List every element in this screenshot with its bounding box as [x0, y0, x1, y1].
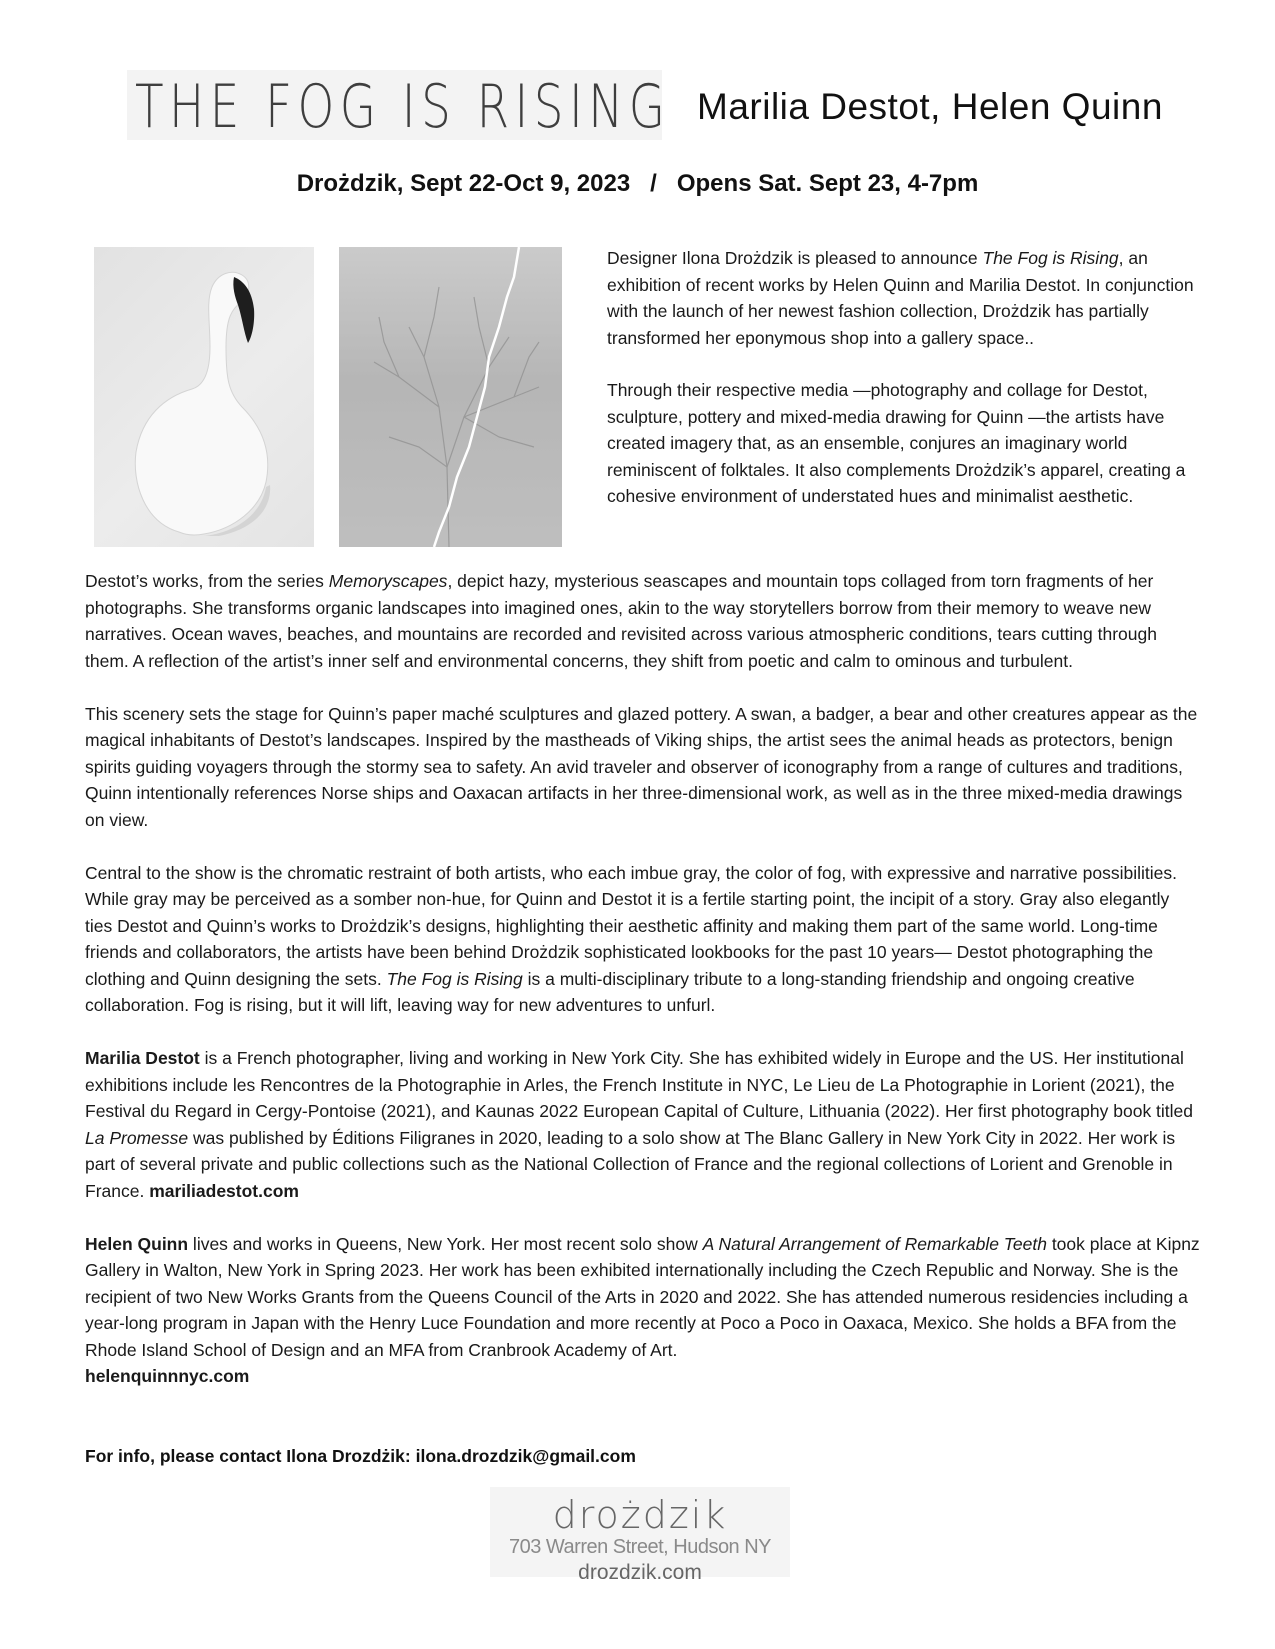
title-banner — [127, 70, 671, 142]
intro-paragraph-1 — [607, 245, 1197, 351]
exhibition-dates: Drożdzik, Sept 22-Oct 9, 2023 / Opens Sat. Sept 23, 4-7pm — [296, 170, 979, 197]
shop-address: 703 Warren Street, Hudson NY — [508, 1536, 772, 1558]
intro-text — [607, 245, 1197, 536]
drozdzik-logo: drożdzik — [552, 1493, 728, 1537]
swan-sculpture-photo — [94, 247, 314, 547]
p7-text-2: took place at Kipnz Gallery in Walton, New York in Spring 2023. Her work has been exhibited internationally including the Czech Republic and Norway. She is the recipient of two New Works Grants from the Queens Council of the Arts in 2020 and 2022. She has attended numerous residencies including a year-long program in Japan with the Henry Luce Foundation and more recently at Poco a Poco in Oaxaca, Mexico. She holds a BFA from the Rhode Island School of Design and an MFA from Cranbrook Academy of Art. — [85, 1233, 1200, 1360]
shop-website-link[interactable]: drozdzik.com — [578, 1561, 702, 1584]
show-title: A Natural Arrangement of Remarkable Teeth — [702, 1233, 1047, 1254]
header — [127, 64, 1163, 144]
quinn-name: Helen Quinn — [85, 1233, 189, 1254]
destot-name: Marilia Destot — [85, 1048, 200, 1068]
p3-text-2: , depict hazy, mysterious seascapes and mountain tops collaged from torn fragments of her photographs. She transforms organic landscapes into imagined ones, akin to the way storytellers borrow from their memory to weave new narratives. Ocean waves, beaches, and mountains are recorded and revisited across various atmospheric conditions, tears cutting through them. A reflection of the artist’s inner self and environmental concerns, they shift from poetic and calm to ominous and turbulent. — [85, 571, 1157, 671]
contact-line[interactable]: For info, please contact Ilona Drozdżik: ilona.drozdzik@gmail.com — [85, 1446, 636, 1466]
artist-names: Marilia Destot, Helen Quinn — [697, 86, 1163, 127]
p6-text: is a French photographer, living and working in New York City. She has exhibited widely in Europe and the US. Her institutional exhibitions include les Rencontres de la Photographie in Arles, the French Institute in NYC, Le Lieu de La Photographie in Lorient (2021), the Festival du Regard in Cergy-Pontoise (2021), and Kaunas 2022 European Capital of Culture, Lithuania (2022). Her first photography book titled — [85, 1048, 1194, 1121]
destot-website-link[interactable]: mariliadestot.com — [149, 1180, 299, 1201]
quinn-bio-paragraph — [85, 1231, 1200, 1390]
p5-text: Central to the show is the chromatic restraint of both artists, who each imbue gray, the color of fog, with expressive and narrative possibilities. While gray may be perceived as a somber non-hue, for Quinn and Destot it is a fertile starting point, the incipit of a story. Gray also elegantly ties Destot and Quinn’s works to Drożdzik’s designs, highlighting their aesthetic affinity and making them part of the same world. Long-time friends and collaborators, the artists have been behind Drożdzik sophisticated lookbooks for the past 10 years— Destot photographing the clothing and Quinn designing the sets. — [85, 862, 1177, 989]
exhibition-title-italic: The Fog is Rising — [982, 248, 1119, 268]
book-title: La Promesse — [85, 1127, 189, 1148]
exhibition-title: THE FOG IS RISING — [135, 72, 671, 142]
series-title: Memoryscapes — [328, 571, 448, 591]
exhibition-title-italic-2: The Fog is Rising — [386, 968, 523, 989]
foggy-tree-photo — [339, 247, 562, 547]
intro-p1-text-2: , an exhibition of recent works by Helen Quinn and Marilia Destot. In conjunction with the launch of her newest fashion collection, Drożdzik has partially transformed her eponymous shop into a gallery space.. — [607, 248, 1194, 348]
p7-text: lives and works in Queens, New York. Her most recent solo show — [188, 1233, 703, 1254]
p5-text-2: is a multi-disciplinary tribute to a long-standing friendship and ongoing creative collaboration. Fog is rising, but it will lift, leaving way for new adventures to unfurl. — [85, 968, 1135, 1015]
chromatic-paragraph — [85, 860, 1200, 1019]
quinn-works-paragraph: This scenery sets the stage for Quinn’s paper maché sculptures and glazed pottery. A swan, a badger, a bear and other creatures appear as the magical inhabitants of Destot’s landscapes. Inspired by the mastheads of Viking ships, the artist sees the animal heads as protectors, benign spirits guiding voyagers through the stormy sea to safety. An avid traveler and observer of iconography from a range of cultures and traditions, Quinn intentionally references Norse ships and Oaxacan artifacts in her three-dimensional work, as well as in the three mixed-media drawings on view. — [85, 703, 1198, 830]
intro-p1-text: Designer Ilona Drożdzik is pleased to announce — [607, 248, 983, 268]
body-text — [85, 568, 1200, 1416]
p6-text-2: was published by Éditions Filigranes in 2020, leading to a solo show at The Blanc Gallery in New York City in 2022. Her work is part of several private and public collections such as the National Collection of France and the regional collections of Lorient and Grenoble in France. — [85, 1127, 1176, 1201]
destot-bio-paragraph — [85, 1045, 1200, 1204]
footer-logo-block — [490, 1487, 790, 1584]
quinn-website-link[interactable]: helenquinnnyc.com — [85, 1366, 250, 1386]
intro-paragraph-2: Through their respective media —photography and collage for Destot, sculpture, pottery and mixed-media drawing for Quinn —the artists have created imagery that, as an ensemble, conjures an imaginary world reminiscent of folktales. It also complements Drożdzik’s apparel, creating a cohesive environment of understated hues and minimalist aesthetic. — [607, 380, 1186, 506]
p3-text: Destot’s works, from the series — [85, 571, 329, 591]
destot-works-paragraph — [85, 568, 1200, 674]
